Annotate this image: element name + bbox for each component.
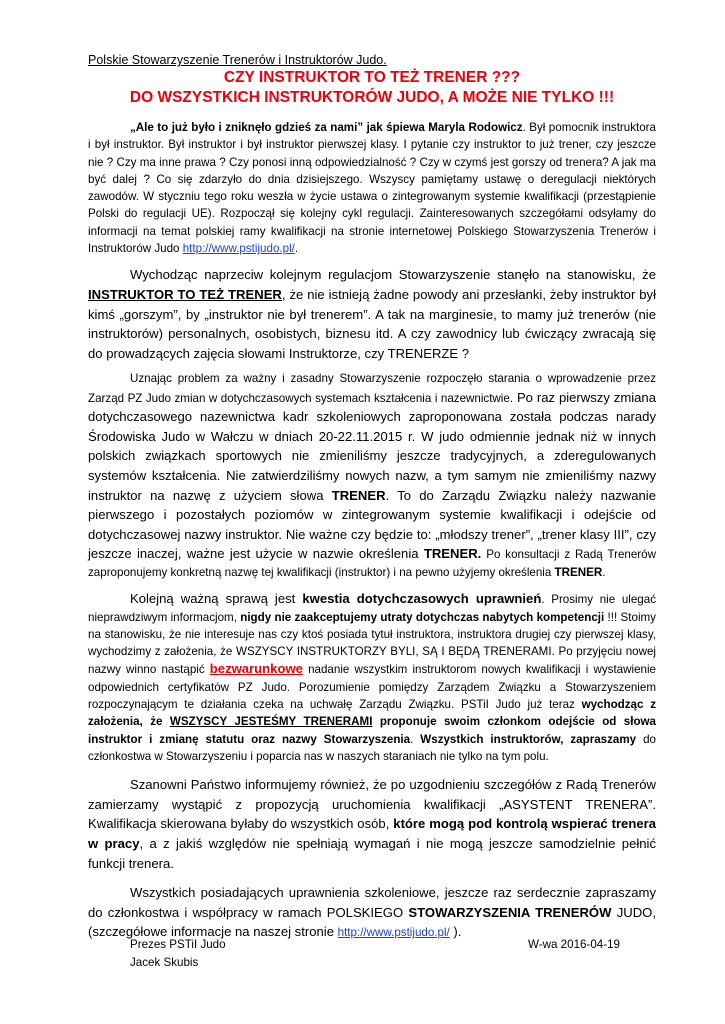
paragraph-1: „Ale to już było i zniknęło gdzieś za nami” jak śpiewa Maryla Rodowicz. Był pomocnik instruktora i był instruktor. Był instruktor i był instruktor pierwszej klasy. I pytanie czy instruktor to już trener, czy jeszcze nie ? Czy ma inne prawa ? Czy ponosi inną odpowiedzialność ? Czy w czymś jest gorszy od trenera? A jak ma być dalej ? Co się zdarzyło do dnia dzisiejszego. Wszyscy pamiętamy ustawę o deregulacji niektórych zawodów. W styczniu tego roku weszła w życie ustawa o zintegrowanym systemie kwalifikacji (przestąpienie Polski do regulacji UE). Rozpoczął się kolejny cykl regulacji. Zainteresowanych szczegółami odsyłamy do informacji na temat polskiej ramy kwalifikacji na stronie internetowej Polskiego Stowarzyszenia Trenerów i Instruktorów Judo http://www.pstijudo.pl/.: [88, 121, 656, 256]
emphasis-instruktor-to-tez-trener: INSTRUKTOR TO TEŻ TRENER: [88, 286, 282, 302]
paragraph-4: Kolejną ważną sprawą jest kwestia dotychczasowych uprawnień. Prosimy nie ulegać nieprawdziwym informacjom, nigdy nie zaakceptujemy utraty dotychczas nabytych kompetencji !!! Stoimy na stanowisku, że nie interesuje nas czy ktoś posiada tytuł instruktora, instruktora drugiej czy pierwszej klasy, wychodzimy z założenia, że WSZYSCY INSTRUKTORZY BYLI, SĄ I BĘDĄ TRENERAMI. Po przyjęciu nowej nazwy winno nastąpić bezwarunkowe nadanie wszystkim instruktorom nowych kwalifikacji i wystawienie odpowiednich certyfikatów PZ Judo. Porozumienie pomiędzy Zarządem Związku a Stowarzyszeniem rozpoczynającym te działania czeka na uchwałę Zarządu Związku. PSTiI Judo już teraz wychodząc z założenia, że WSZYSCY JESTEŚMY TRENERAMI proponuje swoim członkom odejście od słowa instruktor i zmianę statutu oraz nazwy Stowarzyszenia. Wszystkich instruktorów, zapraszamy do członkostwa w Stowarzyszeniu i poparcia nas w naszych staraniach nie tylko na tym polu.: [88, 591, 657, 763]
signature-block: [130, 936, 620, 972]
letter: [88, 52, 656, 943]
signature-role: Prezes PSTiI Judo: [130, 938, 226, 951]
website-link-2[interactable]: http://www.pstijudo.pl/: [337, 926, 450, 940]
title-line-1: CZY INSTRUKTOR TO TEŻ TRENER ???: [223, 69, 521, 86]
quote: „Ale to już było i zniknęło gdzieś za nami” jak śpiewa Maryla Rodowicz: [130, 121, 523, 134]
signature-date: W-wa 2016-04-19: [528, 938, 620, 951]
paragraph-6: Wszystkich posiadających uprawnienia szkoleniowe, jeszcze raz serdecznie zapraszamy do członkostwa i współpracy w ramach POLSKIEGO STOWARZYSZENIA TRENERÓW JUDO, (szczegółowe informacje na naszej stronie http://www.pstijudo.pl/ ).: [88, 885, 656, 940]
website-link-1[interactable]: http://www.pstijudo.pl/: [182, 242, 295, 256]
paragraph-3: Uznając problem za ważny i zasadny Stowarzyszenie rozpoczęło starania o wprowadzenie przez Zarząd PZ Judo zmian w dotychczasowych systemach kształcenia i nazewnictwie. Po raz pierwszy zmiana dotychczasowego nazewnictwa kadr szkoleniowych zaproponowana została podczas narady Środowiska Judo w Wałczu w dniach 20-22.11.2015 r. W judo odmiennie jednak niż w innych polskich związkach sportowych nie zmieniliśmy jeszcze tradycyjnych, a zderegulowanych systemów kształcenia. Nie zatwierdziliśmy nowych nazw, a tym samym nie zmieniliśmy nazwy instruktor na nazwę z użyciem słowa TRENER. To do Zarządu Związku należy nazwanie pierwszego i pozostałych poziomów w zintegrowanym systemie kwalifikacji i odejście od dotychczasowej nazwy instruktor. Nie ważne czy będzie to: „młodszy trener”, „trener klasy III”, czy jeszcze inaczej, ważne jest użycie w nazwie określenia TRENER. Po konsultacji z Radą Trenerów zaproponujemy konkretną nazwę tej kwalifikacji (instruktor) i na pewno użyjemy określenia TRENER.: [88, 372, 656, 579]
emphasis-uprawnien: kwestia dotychczasowych uprawnień: [302, 591, 542, 607]
organization-name: Polskie Stowarzyszenie Trenerów i Instruktorów Judo.: [88, 53, 387, 67]
paragraph-2: Wychodząc naprzeciw kolejnym regulacjom Stowarzyszenie stanęło na stanowisku, że INSTRUKTOR TO TEŻ TRENER, że nie istnieją żadne powody ani przesłanki, żeby instruktor był kimś „gorszym”, by „instruktor nie był trenerem”. A tak na marginesie, to mamy już trenerów (nie instruktorów) personalnych, osobistych, biznesu itd. A czy zawodnicy lub ćwiczący zwracają się do prowadzących zajęcia słowami Instruktorze, czy TRENERZE ?: [88, 267, 656, 361]
title-line-2: DO WSZYSTKICH INSTRUKTORÓW JUDO, A MOŻE NIE TYLKO !!!: [129, 89, 615, 106]
emphasis-bezwarunkowe: bezwarunkowe: [209, 661, 303, 677]
signature-name: Jacek Skubis: [130, 956, 199, 969]
paragraph-5: Szanowni Państwo informujemy również, że po uzgodnieniu szczegółów z Radą Trenerów zamierzamy wystąpić z propozycją uruchomienia kwalifikacji „ASYSTENT TRENERA”. Kwalifikacja skierowana byłaby do wszystkich osób, które mogą pod kontrolą wspierać trenera w pracy, a z jakiś względów nie spełniają wymagań i nie mogą jeszcze samodzielnie pełnić funkcji trenera.: [88, 777, 657, 871]
